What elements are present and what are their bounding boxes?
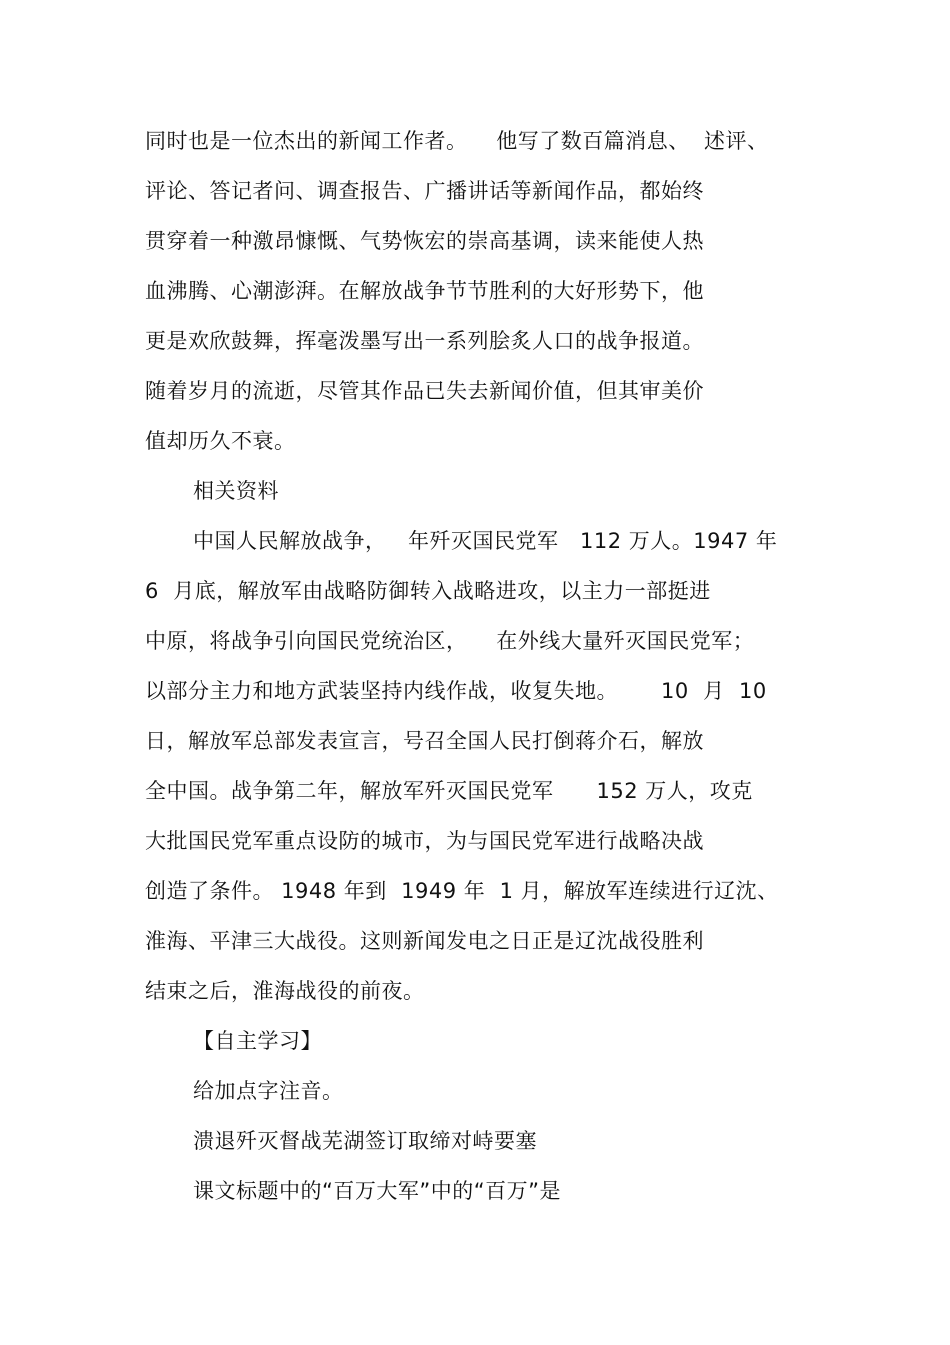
- text-line: 随着岁月的流逝，尽管其作品已失去新闻价值，但其审美价: [145, 379, 704, 403]
- text-line: 中原，将战争引向国民党统治区， 在外线大量歼灭国民党军；: [145, 629, 755, 653]
- text-line: 中国人民解放战争， 年歼灭国民党军 112 万人。1947 年: [193, 529, 778, 553]
- text-line: 贯穿着一种激昂慷慨、气势恢宏的崇高基调，读来能使人热: [145, 229, 704, 253]
- section-heading: 【自主学习】: [193, 1029, 322, 1053]
- text-line: 以部分主力和地方武装坚持内线作战，收复失地。 10 月 10: [145, 679, 767, 703]
- text-line: 更是欢欣鼓舞，挥毫泼墨写出一系列脍炙人口的战争报道。: [145, 329, 704, 353]
- section-heading: 相关资料: [193, 479, 279, 503]
- text-line: 值却历久不衰。: [145, 429, 296, 453]
- text-line: 溃退歼灭督战芜湖签订取缔对峙要塞: [193, 1129, 537, 1153]
- text-line: 淮海、平津三大战役。这则新闻发电之日正是辽沈战役胜利: [145, 929, 704, 953]
- text-line: 同时也是一位杰出的新闻工作者。 他写了数百篇消息、 述评、: [145, 129, 769, 153]
- text-line: 血沸腾、心潮澎湃。在解放战争节节胜利的大好形势下，他: [145, 279, 704, 303]
- text-line: 创造了条件。 1948 年到 1949 年 1 月，解放军连续进行辽沈、: [145, 879, 779, 903]
- text-line: 课文标题中的“百万大军”中的“百万”是: [193, 1179, 562, 1203]
- text-line: 给加点字注音。: [193, 1079, 344, 1103]
- text-line: 评论、答记者问、调查报告、广播讲话等新闻作品，都始终: [145, 179, 704, 203]
- text-line: 全中国。战争第二年，解放军歼灭国民党军 152 万人，攻克: [145, 779, 753, 803]
- text-line: 日，解放军总部发表宣言，号召全国人民打倒蒋介石，解放: [145, 729, 704, 753]
- text-line: 6 月底，解放军由战略防御转入战略进攻，以主力一部挺进: [145, 579, 711, 603]
- text-line: 大批国民党军重点设防的城市，为与国民党军进行战略决战: [145, 829, 704, 853]
- text-line: 结束之后，淮海战役的前夜。: [145, 979, 425, 1003]
